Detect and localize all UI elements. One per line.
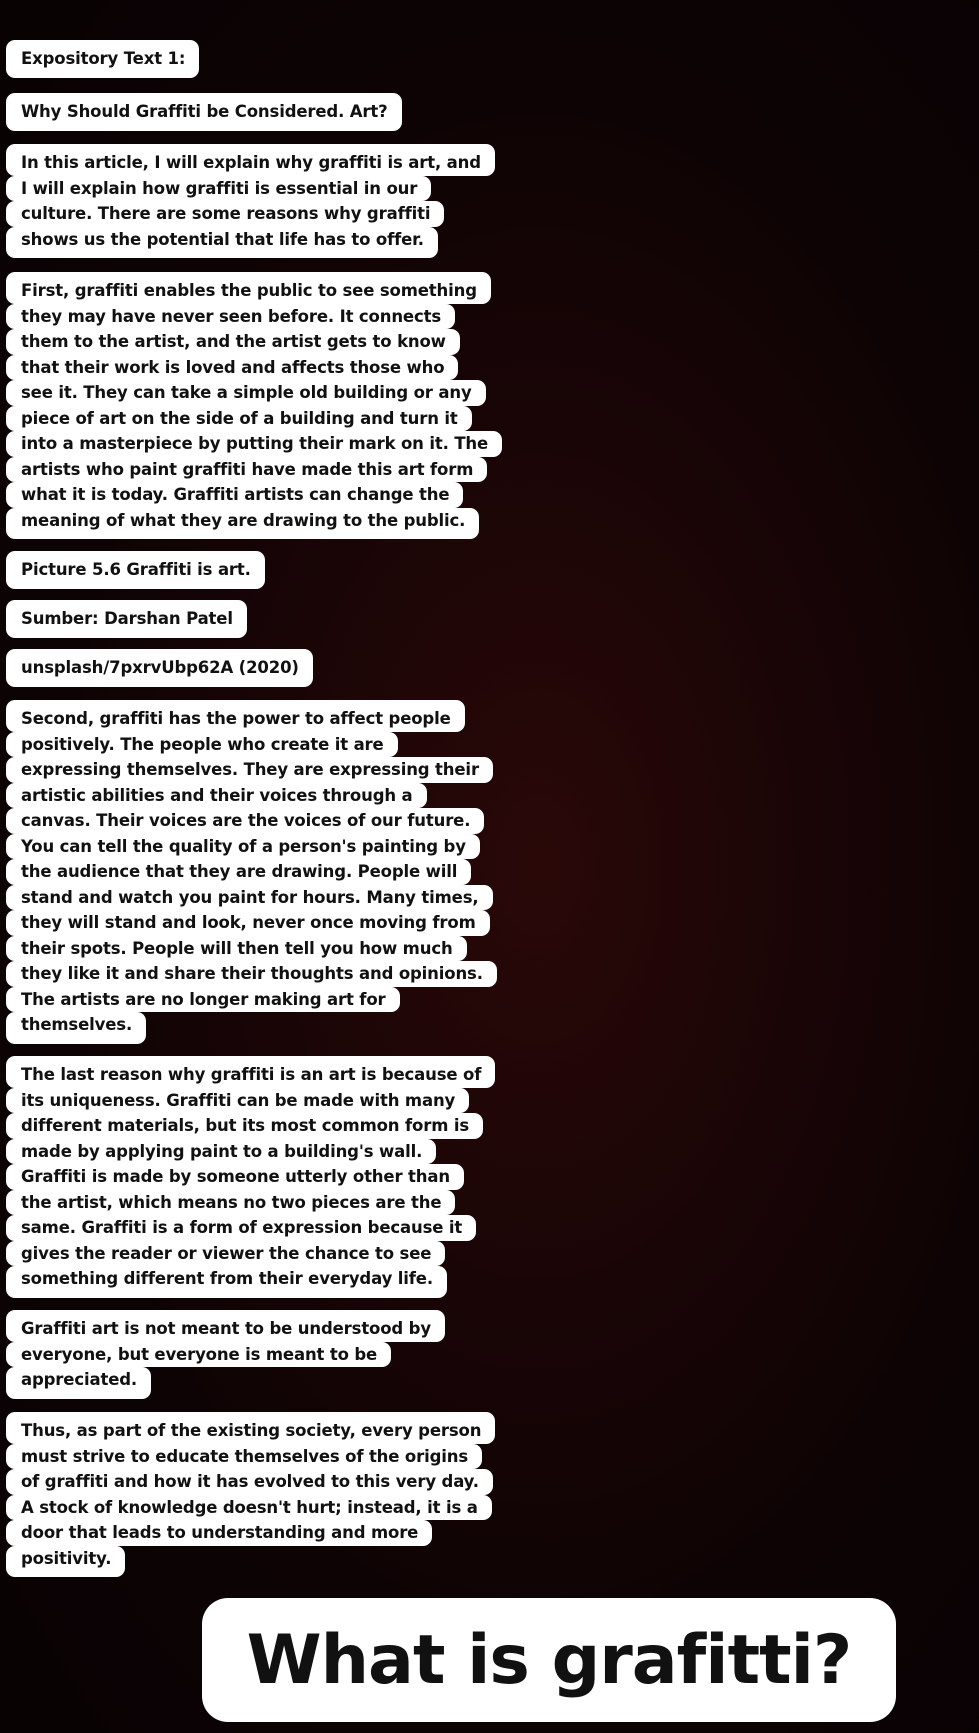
text-line: piece of art on the side of a building and turn it	[6, 406, 472, 432]
text-line: they like it and share their thoughts and opinions.	[6, 961, 497, 987]
text-line: themselves.	[6, 1012, 146, 1044]
text-line: artistic abilities and their voices through a	[6, 783, 427, 809]
text-line: Second, graffiti has the power to affect people	[6, 700, 465, 732]
text-line: Graffiti art is not meant to be understood by	[6, 1310, 445, 1342]
text-line: gives the reader or viewer the chance to see	[6, 1241, 445, 1267]
text-line: expressing themselves. They are expressing their	[6, 757, 493, 783]
picture-caption: Picture 5.6 Graffiti is art.	[6, 551, 265, 589]
source-link-box	[6, 649, 313, 687]
what-is-graffiti-sticker[interactable]	[202, 1598, 896, 1722]
text-line: something different from their everyday life.	[6, 1266, 447, 1298]
text-line: culture. There are some reasons why graffiti	[6, 201, 444, 227]
text-line: made by applying paint to a building's wall.	[6, 1139, 436, 1165]
conclusion-paragraph	[6, 1412, 495, 1577]
first-reason-paragraph	[6, 272, 502, 539]
source-link: unsplash/7pxrvUbp62A (2020)	[6, 649, 313, 687]
text-line: see it. They can take a simple old building or any	[6, 380, 486, 406]
what-is-graffiti-text: What is grafitti?	[246, 1620, 852, 1700]
text-line: Graffiti is made by someone utterly other than	[6, 1164, 464, 1190]
text-line: Thus, as part of the existing society, every person	[6, 1412, 495, 1444]
text-line: must strive to educate themselves of the origins	[6, 1444, 482, 1470]
text-line: they may have never seen before. It connects	[6, 304, 455, 330]
source-label: Sumber: Darshan Patel	[6, 600, 247, 638]
story-canvas	[6, 0, 976, 1733]
text-line: First, graffiti enables the public to see something	[6, 272, 491, 304]
second-reason-paragraph	[6, 700, 497, 1044]
text-line: their spots. People will then tell you how much	[6, 936, 467, 962]
text-line: they will stand and look, never once moving from	[6, 910, 490, 936]
text-line: In this article, I will explain why graffiti is art, and	[6, 144, 495, 176]
text-line: meaning of what they are drawing to the public.	[6, 508, 479, 540]
last-reason-paragraph	[6, 1056, 495, 1298]
text-line: them to the artist, and the artist gets to know	[6, 329, 460, 355]
text-line: artists who paint graffiti have made this art form	[6, 457, 487, 483]
text-line: different materials, but its most common form is	[6, 1113, 483, 1139]
text-line: positivity.	[6, 1546, 125, 1578]
text-line: The last reason why graffiti is an art is because of	[6, 1056, 495, 1088]
text-line: shows us the potential that life has to offer.	[6, 227, 438, 259]
text-line: the artist, which means no two pieces are the	[6, 1190, 455, 1216]
text-line: of graffiti and how it has evolved to this very day.	[6, 1469, 493, 1495]
text-line: appreciated.	[6, 1367, 151, 1399]
text-line: door that leads to understanding and more	[6, 1520, 432, 1546]
title-box	[6, 93, 402, 131]
appreciation-paragraph	[6, 1310, 445, 1399]
source-label-box	[6, 600, 247, 638]
text-line: the audience that they are drawing. People will	[6, 859, 471, 885]
text-line: positively. The people who create it are	[6, 732, 398, 758]
text-line: A stock of knowledge doesn't hurt; instead, it is a	[6, 1495, 492, 1521]
text-line: its uniqueness. Graffiti can be made with many	[6, 1088, 469, 1114]
text-line: that their work is loved and affects those who	[6, 355, 458, 381]
text-line: The artists are no longer making art for	[6, 987, 400, 1013]
article-title: Why Should Graffiti be Considered. Art?	[6, 93, 402, 131]
intro-paragraph	[6, 144, 495, 258]
text-line: everyone, but everyone is meant to be	[6, 1342, 391, 1368]
text-line: same. Graffiti is a form of expression because it	[6, 1215, 476, 1241]
heading-label: Expository Text 1:	[6, 40, 199, 78]
picture-caption-box	[6, 551, 265, 589]
text-line: stand and watch you paint for hours. Many times,	[6, 885, 493, 911]
text-line: You can tell the quality of a person's painting by	[6, 834, 480, 860]
text-line: what it is today. Graffiti artists can change the	[6, 482, 463, 508]
text-line: into a masterpiece by putting their mark on it. The	[6, 431, 502, 457]
heading-label-box	[6, 40, 199, 78]
text-line: canvas. Their voices are the voices of our future.	[6, 808, 484, 834]
text-line: I will explain how graffiti is essential in our	[6, 176, 431, 202]
